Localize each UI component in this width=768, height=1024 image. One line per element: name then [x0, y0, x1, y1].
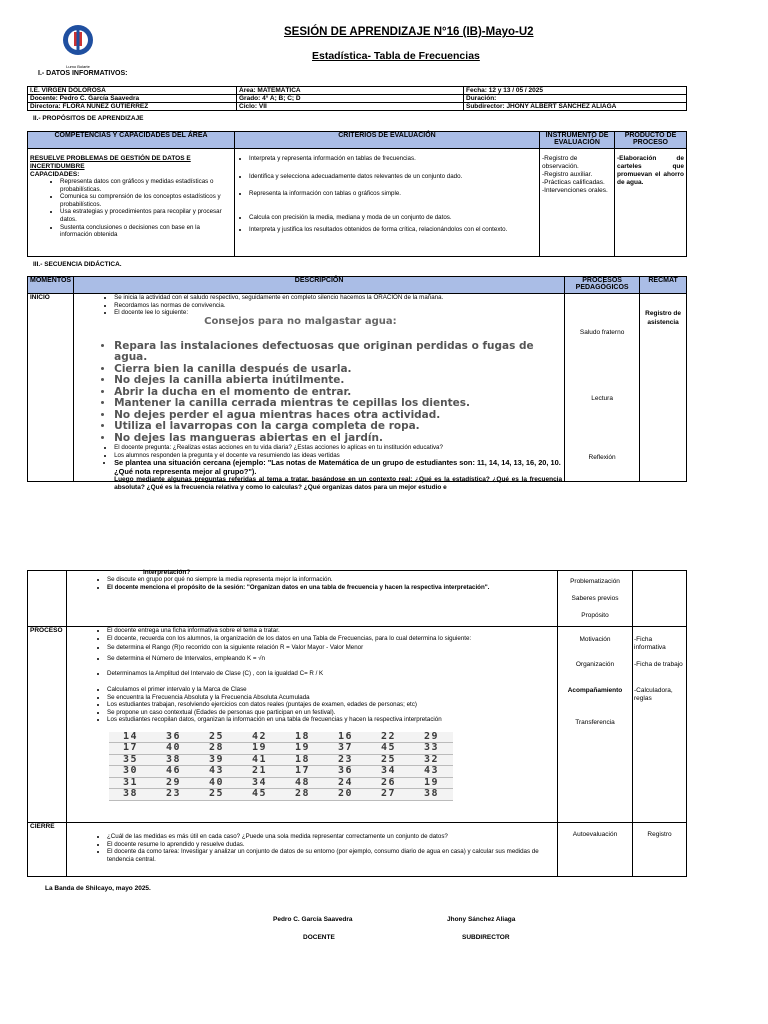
data-grid-cell: 37: [324, 743, 367, 755]
consejos-title: Consejos para no malgastar agua:: [204, 315, 397, 327]
data-grid-row: [109, 789, 453, 801]
capacidad-item: • Comunica su comprensión de los conceptos estadísticos y probabilísticos.: [60, 193, 232, 208]
info-ciclo: Ciclo: VII: [237, 103, 464, 111]
consejo-item: • Utiliza el lavarropas con la carga completa de ropa.: [114, 421, 562, 433]
docente-name: Pedro C. García Saavedra: [273, 916, 353, 923]
capacidad-item: • Representa datos con gráficos y medidas estadísticas o probabilísticas.: [60, 178, 232, 193]
competencias-cell: [28, 149, 235, 257]
data-grid-row: [109, 754, 453, 766]
cont-item: • Se discute en grupo por qué no siempre la media representa mejor la información.: [107, 576, 555, 584]
proceso-recmat: -Ficha informativa -Ficha de trabajo -Calculadora, reglas: [633, 627, 687, 823]
proceso-item: • Se determina el Número de Intervalos, empleando K = √n: [107, 655, 555, 663]
col-recmat: RECMAT: [640, 277, 687, 294]
data-grid-cell: 38: [109, 789, 152, 801]
criterio-item: • Interpreta y representa información en tablas de frecuencias.: [249, 155, 537, 163]
proceso-item: • Determinamos la Amplitud del Intervalo de Clase (C) , con la igualdad C= R / K: [107, 670, 555, 678]
col-momentos: MOMENTOS: [28, 277, 74, 294]
criterio-item: • Identifica y selecciona adecuadamente datos relevantes de un conjunto dado.: [249, 173, 537, 181]
data-grid-cell: 23: [152, 789, 195, 801]
proceso-label: PROCESO: [28, 627, 67, 823]
data-grid-cell: 24: [324, 777, 367, 789]
capacidad-item: • Sustenta conclusiones o decisiones con base en la información obtenida: [60, 224, 232, 239]
competencia-title: RESUELVE PROBLEMAS DE GESTIÓN DE DATOS E INCERTIDUMBRE: [30, 155, 191, 170]
data-grid-cell: 19: [281, 743, 324, 755]
consejo-item: • Repara las instalaciones defectuosas que originan perdidas o fugas de agua.: [114, 341, 562, 364]
producto-cell: -Elaboración de carteles que promuevan el ahorro de agua.: [615, 149, 687, 257]
data-grid-cell: 27: [367, 789, 410, 801]
cont-item: • El docente menciona el propósito de la sesión: "Organizan datos en una tabla de frecuencia y hacen la respectiva interpretación".: [107, 584, 555, 592]
data-grid-cell: 25: [195, 732, 238, 743]
col-procesos: PROCESOS PEDAGÓGICOS: [565, 277, 640, 294]
data-grid-row: [109, 743, 453, 755]
data-grid-cell: 38: [410, 789, 453, 801]
info-grado: Grado: 4° A; B; C; D: [237, 95, 464, 103]
proceso-item: • Se determina el Rango (R)o recorrido con la siguiente relación R = Valor Mayor - Valor Menor: [107, 644, 555, 652]
col-competencias: COMPETENCIAS Y CAPACIDADES DEL ÁREA: [28, 132, 235, 149]
inicio-label: INICIO: [28, 294, 74, 482]
data-grid-cell: 43: [410, 766, 453, 778]
data-grid-cell: 20: [324, 789, 367, 801]
data-grid-cell: 31: [109, 777, 152, 789]
cierre-item: • ¿Cuál de las medidas es más útil en cada caso? ¿Puede una sola medida representar correctamente un conjunto de datos?: [107, 833, 555, 841]
inicio-item: • Recordamos las normas de convivencia.: [114, 302, 562, 310]
data-grid-cell: 28: [195, 743, 238, 755]
inicio-item: • El docente lee lo siguiente:: [114, 309, 562, 317]
data-grid-cell: 39: [195, 754, 238, 766]
data-grid-cell: 34: [367, 766, 410, 778]
proceso-item: • El docente, recuerda con los alumnos, la organización de los datos en una Tabla de Frecuencias, para lo cual determina lo siguiente:: [107, 635, 555, 643]
data-grid-cell: 19: [238, 743, 281, 755]
cont-procesos: Problematización Saberes previos Propósito: [558, 571, 633, 627]
data-grid-cell: 40: [152, 743, 195, 755]
proceso-item: • Los estudiantes trabajan, resolviendo ejercicios con datos reales (puntajes de examen, edades de personas; etc): [107, 701, 555, 709]
capacidad-item: • Usa estrategias y procedimientos para recopilar y procesar datos.: [60, 208, 232, 223]
info-fecha: Fecha: 12 y 13 / 05 / 2025: [464, 87, 687, 95]
data-grid-cell: 43: [195, 766, 238, 778]
instrumento-cell: -Registro de observación. -Registro auxiliar. -Prácticas calificadas. -Intervenciones orales.: [540, 149, 615, 257]
cont-description: interpretación? • Se discute en grupo por qué no siempre la media representa mejor la información. • El docente menciona el propósito de la sesión: "Organizan datos en una tabla de frecuencia y hacen la respectiva interpretación".: [67, 571, 558, 627]
data-grid-cell: 33: [410, 743, 453, 755]
col-criterios: CRITERIOS DE EVALUACIÓN: [235, 132, 540, 149]
inicio-item: • Los alumnos responden la pregunta y el docente va resumiendo las ideas vertidas: [114, 452, 562, 460]
proceso-item: • El docente entrega una ficha informativa sobre el tema a tratar.: [107, 627, 555, 635]
sequence-table-continued: [27, 570, 687, 877]
data-grid-cell: 17: [281, 766, 324, 778]
inicio-description: [74, 294, 565, 492]
section-propositos: II.- PROPÓSITOS DE APRENDIZAJE: [33, 115, 144, 122]
info-subdirector: Subdirector: JHONY ALBERT SÁNCHEZ ALIAGA: [464, 103, 687, 111]
data-grid-cell: 42: [238, 732, 281, 743]
proceso-item: • Los estudiantes recopilan datos, organizan la información en una tabla de frecuencias y hacen la respectiva interpretación: [107, 716, 555, 724]
criterio-item: • Interpreta y justifica los resultados obtenidos de forma crítica, relacionándolos con el contexto.: [249, 226, 537, 234]
situacion-item: • Se plantea una situación cercana (ejemplo: "Las notas de Matemática de un grupo de estudiantes son: 11, 14, 14, 13, 16, 20, 10. ¿Qué nota representa mejor al grupo?").: [114, 459, 562, 476]
info-ie: I.E. VIRGEN DOLOROSA: [28, 87, 237, 95]
consejo-item: • Abrir la ducha en el momento de entrar.: [114, 387, 562, 399]
consejo-item: • No dejes las mangueras abiertas en el jardín.: [114, 433, 562, 445]
data-grid-cell: 16: [324, 732, 367, 743]
proceso-procesos: Motivación Organización Acompañamiento Transferencia: [558, 627, 633, 823]
data-grid-cell: 48: [281, 777, 324, 789]
data-grid-cell: 34: [238, 777, 281, 789]
data-grid-cell: 32: [410, 754, 453, 766]
data-grid-row: [109, 766, 453, 778]
consejo-item: • Cierra bien la canilla después de usarla.: [114, 364, 562, 376]
info-duracion: Duración:: [464, 95, 687, 103]
col-descripcion: DESCRIPCIÓN: [74, 277, 565, 294]
cierre-recmat: Registro: [633, 823, 687, 877]
cierre-proceso: Autoevaluación: [558, 823, 633, 877]
proceso-item: • Se encuentra la Frecuencia Absoluta y la Frecuencia Absoluta Acumulada: [107, 694, 555, 702]
data-grid-cell: 38: [152, 754, 195, 766]
data-grid-cell: 14: [109, 732, 152, 743]
consejo-item: • Mantener la canilla cerrada mientras te cepillas los dientes.: [114, 398, 562, 410]
inicio-procesos: Saludo fraterno Lectura Reflexión: [565, 294, 640, 482]
data-grid-cell: 35: [109, 754, 152, 766]
col-instrumento: INSTRUMENTO DE EVALUACIÓN: [540, 132, 615, 149]
proceso-description: [67, 627, 558, 823]
data-grid-cell: 17: [109, 743, 152, 755]
data-grid-cell: 36: [324, 766, 367, 778]
data-grid-cell: 28: [281, 789, 324, 801]
criterio-item: • Calcula con precisión la media, mediana y moda de un conjunto de datos.: [249, 214, 537, 222]
data-grid-cell: 45: [238, 789, 281, 801]
cierre-description: [67, 823, 558, 877]
data-grid-row: [109, 777, 453, 789]
data-grid-cell: 22: [367, 732, 410, 743]
docente-role: DOCENTE: [303, 934, 335, 941]
data-grid-cell: 21: [238, 766, 281, 778]
data-grid-cell: 25: [195, 789, 238, 801]
cierre-item: • El docente da como tarea: Investigar y analizar un conjunto de datos de su entorno (por ejemplo, consumo diario de agua en casa) y calcular sus medidas de tendencia central.: [107, 848, 555, 863]
inicio-recmat: Registro de asistencia: [640, 294, 687, 482]
subdirector-role: SUBDIRECTOR: [462, 934, 510, 941]
cierre-item: • El docente resume lo aprendido y resuelve dudas.: [107, 841, 555, 849]
inicio-item: • Se inicia la actividad con el saludo respectivo, seguidamente en completo silencio hacemos la ORACIÓN de la mañana.: [114, 294, 562, 302]
sequence-table: [27, 276, 687, 492]
consejo-item: • No dejes la canilla abierta inútilmente.: [114, 375, 562, 387]
place-date: La Banda de Shilcayo, mayo 2025.: [45, 885, 151, 892]
subdirector-name: Jhony Sánchez Aliaga: [447, 916, 516, 923]
data-grid-cell: 40: [195, 777, 238, 789]
data-grid-cell: 18: [281, 732, 324, 743]
page-subtitle: Estadística- Tabla de Frecuencias: [312, 50, 480, 62]
data-grid-cell: 25: [367, 754, 410, 766]
cierre-label: CIERRE: [28, 823, 67, 877]
criterios-cell: [235, 149, 540, 257]
section-secuencia: III.- SECUENCIA DIDÁCTICA.: [33, 261, 122, 268]
info-directora: Directora: FLORA NÚÑEZ GUTIÉRREZ: [28, 103, 237, 111]
data-grid-cell: 41: [238, 754, 281, 766]
data-grid-cell: 36: [152, 732, 195, 743]
data-grid-cell: 19: [410, 777, 453, 789]
data-grid-cell: 18: [281, 754, 324, 766]
data-grid: [109, 732, 453, 801]
info-area: Área: MATEMÁTICA: [237, 87, 464, 95]
page-title: SESIÓN DE APRENDIZAJE N°16 (IB)-Mayo-U2: [284, 26, 534, 38]
section-datos: I.- DATOS INFORMATIVOS:: [38, 70, 128, 77]
data-grid-cell: 30: [109, 766, 152, 778]
data-grid-cell: 45: [367, 743, 410, 755]
data-grid-cell: 46: [152, 766, 195, 778]
purposes-table: [27, 131, 687, 257]
col-producto: PRODUCTO DE PROCESO: [615, 132, 687, 149]
capacidades-label: CAPACIDADES:: [30, 171, 80, 178]
school-logo: Lumo Bolarte: [54, 22, 102, 62]
proceso-item: • Calculamos el primer intervalo y la Marca de Clase: [107, 686, 555, 694]
criterio-item: • Representa la información con tablas o gráficos simple.: [249, 190, 537, 198]
data-grid-cell: 26: [367, 777, 410, 789]
proceso-item: • Se propone un caso contextual (Edades de personas que participan en un festival).: [107, 709, 555, 717]
data-grid-cell: 29: [410, 732, 453, 743]
luego-text: Luego mediante algunas preguntas referidas al tema a tratar, basándose en un contexto real: ¿Qué es la estadística? ¿Qué es la frecuencia absoluta? ¿Qué es la frecuencia relativa y como lo calculas? ¿Qué organizas datos para un mejor estudio e: [114, 476, 563, 492]
data-grid-cell: 23: [324, 754, 367, 766]
inicio-item: • El docente pregunta: ¿Realizas estas acciones en tu vida diaria? ¿Estas acciones lo aplicas en tu institución educativa?: [114, 444, 562, 452]
data-grid-cell: 29: [152, 777, 195, 789]
data-grid-row: [109, 732, 453, 743]
info-table: [27, 86, 687, 111]
info-docente: Docente: Pedro C. García Saavedra: [28, 95, 237, 103]
consejo-item: • No dejes perder el agua mientras haces otra actividad.: [114, 410, 562, 422]
